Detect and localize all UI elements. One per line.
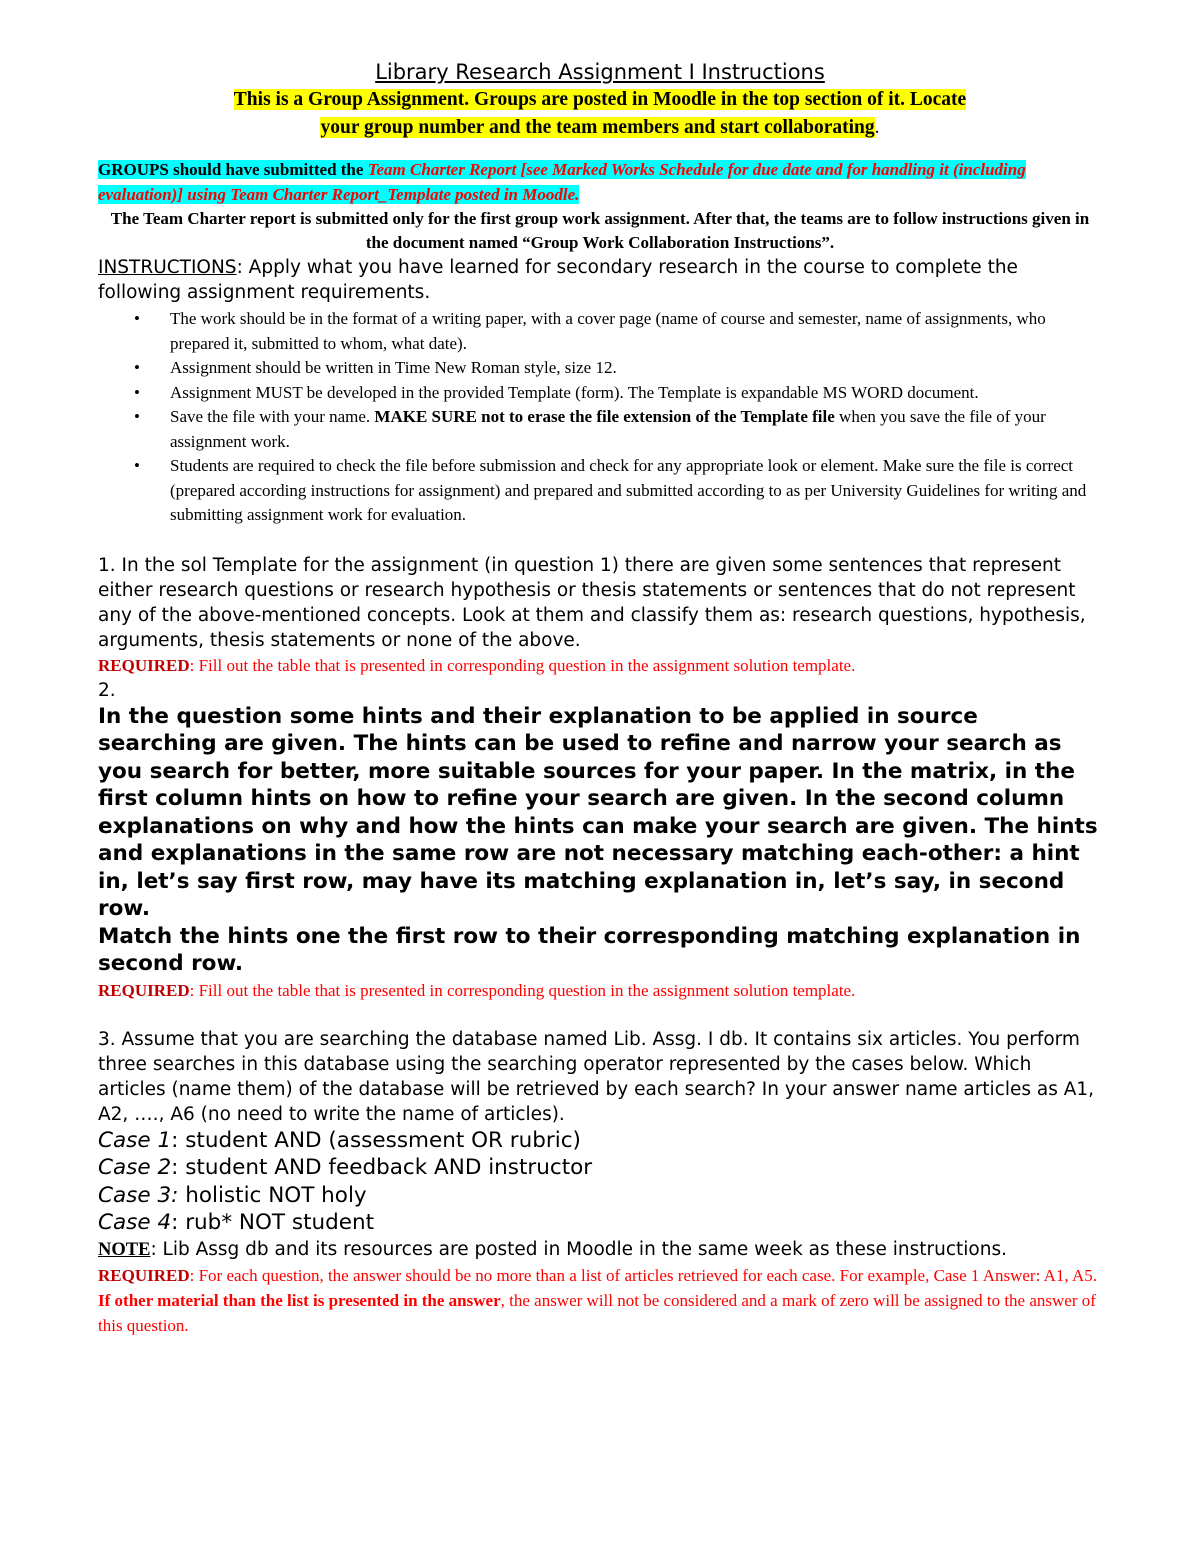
groups-submit-prefix: GROUPS should have submitted the — [98, 160, 368, 179]
question-3 — [98, 1027, 1102, 1127]
question-3-text: 3. Assume that you are searching the database named Lib. Assg. I db. It contains six articles. You perform three searches in this database using the searching operator represented by the cases below. Which articles (name them) of the database will be retrieved by each search? In your answer name articles as A1, A2, …., A6 (no need to write the name of articles). — [98, 1028, 1095, 1125]
bullet-icon: • — [134, 382, 140, 402]
groups-submit-italic: Team Charter Report [see Marked Works Schedule for due date and for handling it (including evaluation)] using Team Charter Report_Template posted in Moodle. — [98, 160, 1026, 204]
group-notice-period: . — [874, 117, 880, 138]
instructions-paragraph — [98, 255, 1102, 305]
instructions-label: INSTRUCTIONS — [98, 257, 237, 278]
note-label: NOTE — [98, 1239, 151, 1260]
case-4: Case 4: rub* NOT student — [98, 1210, 375, 1235]
bullet-icon: • — [134, 358, 140, 377]
list-item: • The work should be in the format of a writing paper, with a cover page (name of course and semester, name of assignments, who prepared it, submitted to whom, what date). — [134, 309, 1046, 353]
bullet-icon: • — [134, 309, 140, 328]
list-item: • Assignment should be written in Time New Roman style, size 12. — [170, 356, 1102, 381]
question-3-required: REQUIRED: For each question, the answer should be no more than a list of articles retrieved for each case. For example, Case 1 Answer: A1, A5. If other material than the list is presented in the answer, the answer will not be considered and a mark of zero will be assigned to the answer of this question. — [98, 1265, 1097, 1335]
team-charter-note: The Team Charter report is submitted only for the first group work assignment. After that, the teams are to follow instructions given in the document named “Group Work Collaboration Instructions”. — [110, 209, 1090, 252]
list-item: • Assignment MUST be developed in the provided Template (form). The Template is expandable MS WORD document. — [170, 381, 1102, 406]
case-2: Case 2: student AND feedback AND instructor — [98, 1155, 593, 1180]
list-item: • Students are required to check the file before submission and check for any appropriate look or element. Make sure the file is correct (prepared according instructions for assignment) and prepared and submitted according to as per University Guidelines for writing and submitting assignment work for evaluation. — [134, 456, 1087, 524]
requirements-list — [98, 307, 1102, 528]
bullet-icon: • — [134, 456, 140, 475]
question-1-text: 1. In the sol Template for the assignment (in question 1) there are given some sentences that represent either research questions or research hypothesis or thesis statements or sentences that do not represent any of the above-mentioned concepts. Look at them and classify them as: research questions, hypothesis, arguments, thesis statements or none of the above. — [98, 554, 1086, 651]
title-text: Library Research Assignment I Instructions — [375, 60, 825, 84]
group-notice — [98, 86, 1102, 142]
group-notice-line1: This is a Group Assignment. Groups are posted in Moodle in the top section of it. Locate — [233, 89, 967, 110]
bullet-icon: • — [134, 407, 140, 426]
question-2-required: REQUIRED: Fill out the table that is presented in corresponding question in the assignment solution template. — [98, 980, 856, 1000]
case-1: Case 1: student AND (assessment OR rubric) — [98, 1127, 581, 1153]
required-label: REQUIRED — [98, 655, 190, 675]
question-2-text-2: Match the hints one the first row to their corresponding matching explanation in second row. — [98, 923, 1081, 976]
required-label: REQUIRED — [98, 1265, 190, 1285]
groups-submit-notice — [98, 157, 1102, 207]
group-notice-line2: your group number and the team members and start collaborating — [320, 117, 875, 138]
document-page — [98, 58, 1102, 1338]
question-2-text: In the question some hints and their explanation to be applied in source searching are given. The hints can be used to refine and narrow your search as you search for better, more suitable sources for your paper. In the matrix, in the first column hints on how to refine your search are given. In the second column explanations on why and how the hints can make your search are given. The hints and explanations in the same row are not necessary matching each-other: a hint in, let’s say first row, may have its matching explanation in, let’s say, in second row. — [98, 703, 1098, 921]
document-title — [98, 58, 1102, 86]
question-3-note: NOTE: Lib Assg db and its resources are posted in Moodle in the same week as these instructions. — [98, 1238, 1007, 1260]
question-1-required: REQUIRED: Fill out the table that is presented in corresponding question in the assignment solution template. — [98, 655, 856, 675]
instructions-text: : Apply what you have learned for secondary research in the course to complete the following assignment requirements. — [98, 257, 1018, 303]
list-item: • Save the file with your name. MAKE SURE not to erase the file extension of the Template file when you save the file of your assignment work. — [134, 407, 1046, 451]
question-2-number: 2. — [98, 679, 116, 701]
required-label: REQUIRED — [98, 980, 190, 1000]
question-1 — [98, 553, 1102, 653]
case-3: Case 3: holistic NOT holy — [98, 1182, 367, 1208]
